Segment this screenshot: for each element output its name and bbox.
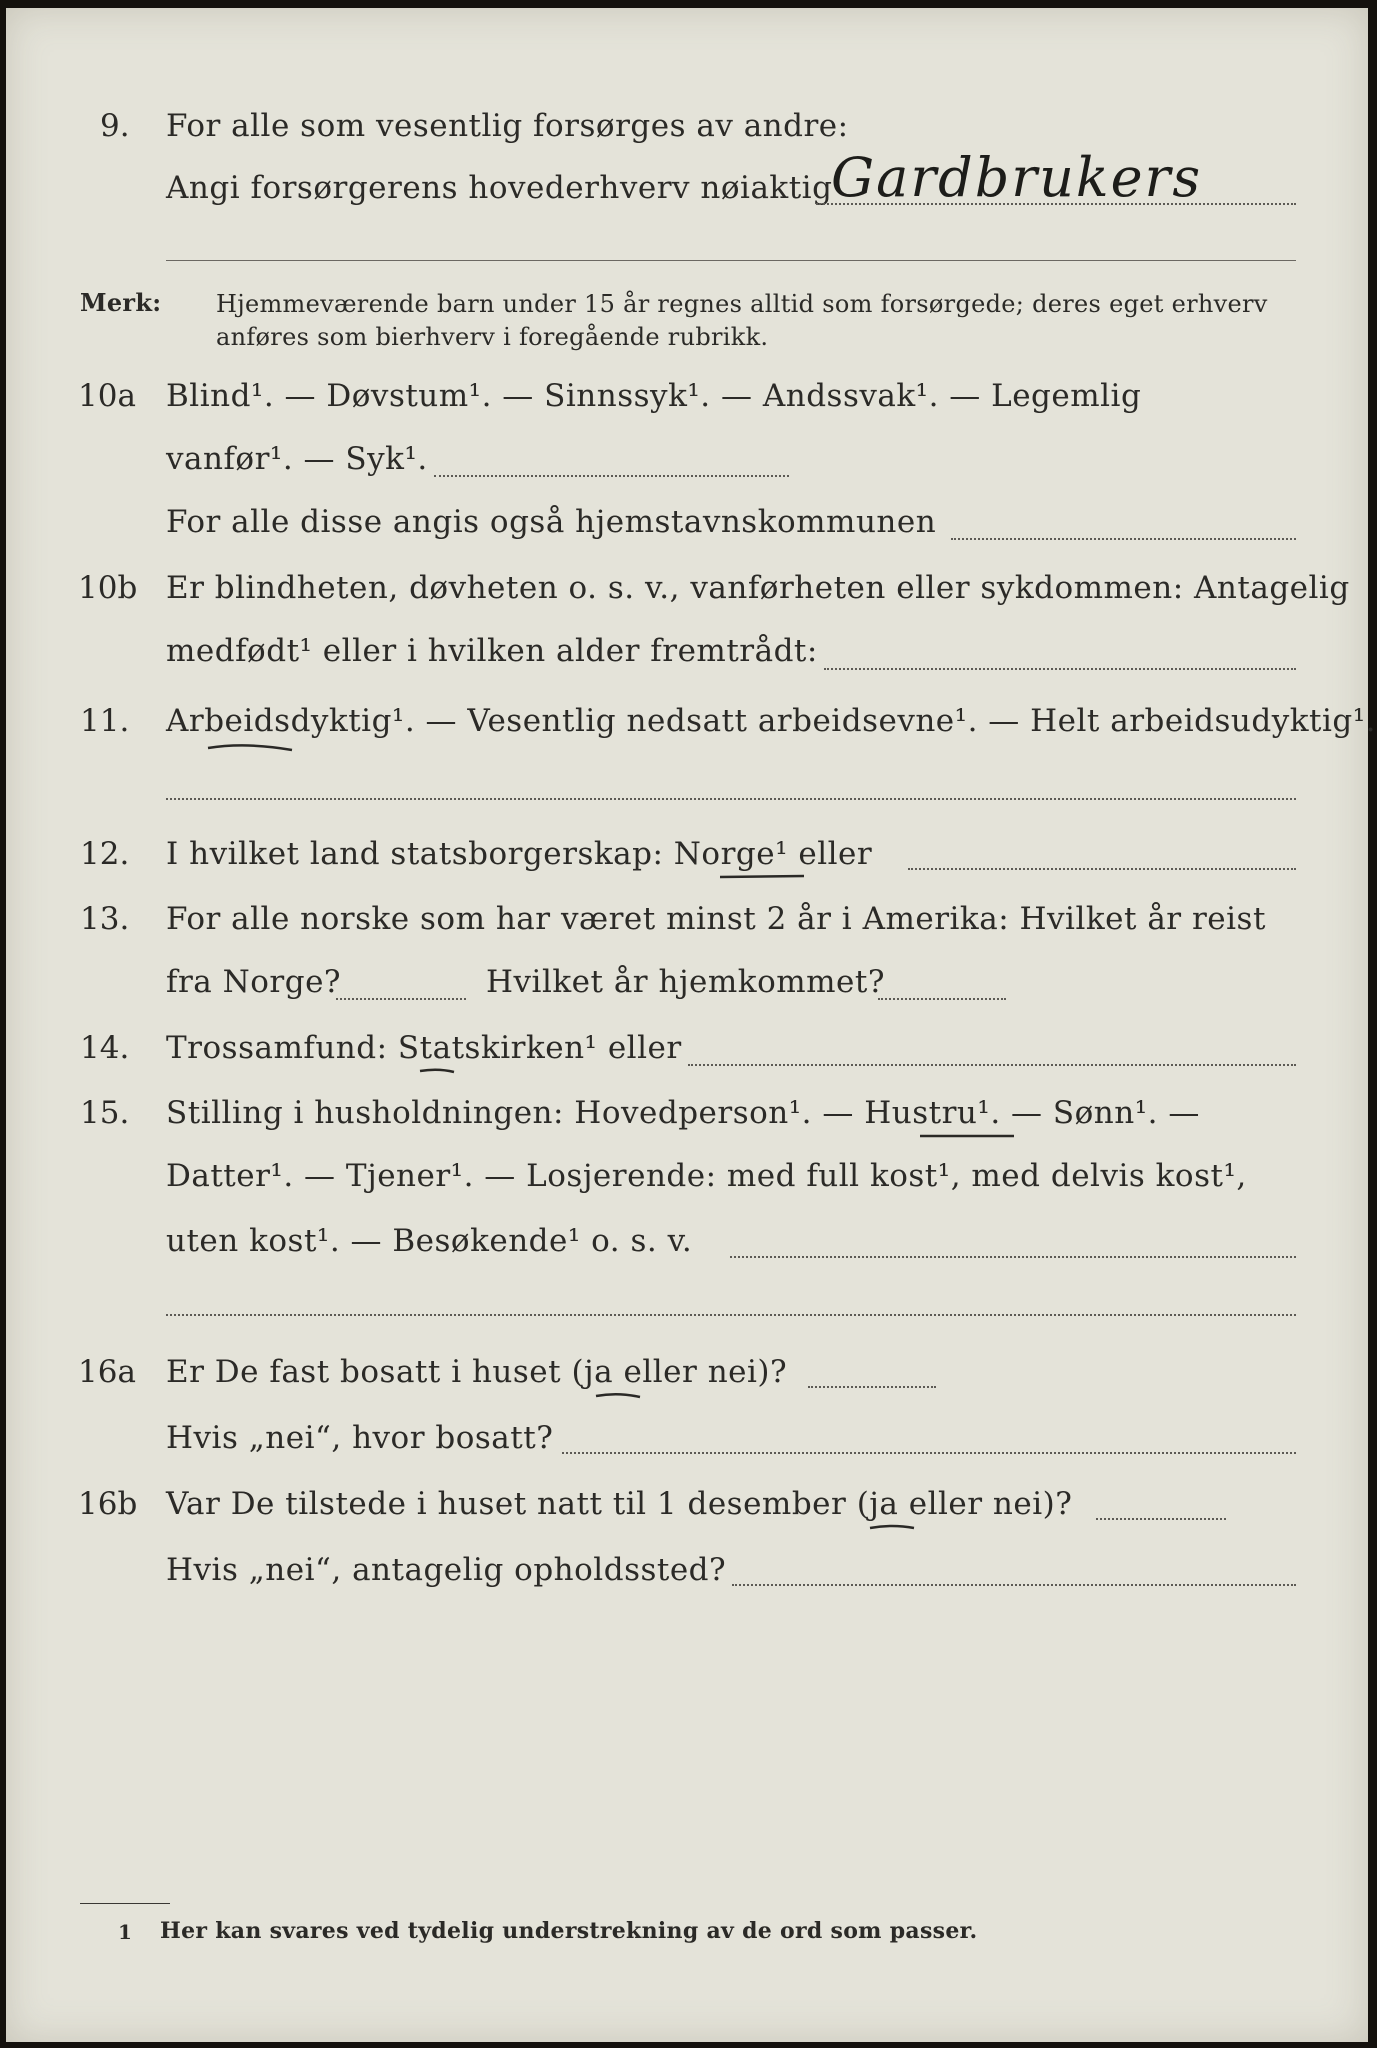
q11-line1: Arbeidsdyktig¹. — Vesentlig nedsatt arbeidsevne¹. — Helt arbeidsudyktig¹. (166, 703, 1377, 739)
merk-line2: anføres som bierhverv i foregående rubrikk. (216, 323, 769, 351)
q16b-opholdssted-line (732, 1584, 1296, 1586)
q10a-line3: For alle disse angis også hjemstavnskommunen (166, 504, 937, 540)
q10a-hjemstavn-line (951, 538, 1296, 540)
q10b-line1: Er blindheten, døvheten o. s. v., vanførheten eller sykdommen: Antagelig (166, 570, 1350, 606)
q15-underline-mark (918, 1131, 1018, 1141)
q11-number: 11. (80, 703, 130, 739)
q9-handwritten-answer: Gardbrukers (831, 146, 1203, 209)
q16a-bosatt-line (562, 1452, 1296, 1454)
q12-line1: I hvilket land statsborgerskap: Norge¹ eller (166, 836, 873, 872)
q14-line1: Trossamfund: Statskirken¹ eller (166, 1030, 682, 1066)
q13-line1: For alle norske som har været minst 2 år i Amerika: Hvilket år reist (166, 901, 1266, 937)
q15-line3: uten kost¹. — Besøkende¹ o. s. v. (166, 1223, 693, 1259)
q16a-line1: Er De fast bosatt i huset (ja eller nei)? (166, 1354, 788, 1390)
q11-underline-mark (206, 740, 296, 754)
q13-line2a: fra Norge? (166, 964, 342, 1000)
q9-answer-line-2 (166, 260, 1296, 261)
q9-line1: For alle som vesentlig forsørges av andre: (166, 108, 849, 144)
q10a-line1: Blind¹. — Døvstum¹. — Sinnssyk¹. — Andssvak¹. — Legemlig (166, 378, 1142, 414)
q16a-number: 16a (78, 1354, 136, 1390)
footnote-mark: 1 (118, 1920, 133, 1944)
q11-answer-line (166, 798, 1296, 800)
q13-hjemkommet-line (878, 998, 1006, 1000)
q16a-underline-mark (594, 1390, 644, 1402)
footnote-text: Her kan svares ved tydelig understrekning av de ord som passer. (160, 1918, 978, 1944)
q16a-line2: Hvis „nei“, hvor bosatt? (166, 1420, 554, 1456)
q15-number: 15. (80, 1095, 130, 1131)
census-form-page (6, 8, 1377, 2042)
q9-number: 9. (100, 108, 130, 144)
q9-line2: Angi forsørgerens hovederhverv nøiaktig (166, 170, 833, 206)
q13-line2b: Hvilket år hjemkommet? (486, 964, 885, 1000)
q10a-answer-line (434, 475, 789, 477)
q10a-number: 10a (78, 378, 136, 414)
q15-answer-line (730, 1256, 1296, 1258)
q10b-line2: medfødt¹ eller i hvilken alder fremtrådt: (166, 633, 818, 669)
q16b-answer-line (1096, 1518, 1226, 1520)
q14-number: 14. (80, 1030, 130, 1066)
q12-answer-line (908, 868, 1296, 870)
q10b-number: 10b (78, 570, 138, 606)
q16a-answer-line (808, 1386, 936, 1388)
merk-label: Merk: (80, 288, 162, 317)
q14-answer-line (688, 1064, 1296, 1066)
q15-answer-line-2 (166, 1314, 1296, 1316)
q15-line1: Stilling i husholdningen: Hovedperson¹. — Hustru¹. — Sønn¹. — (166, 1095, 1200, 1131)
q16b-underline-mark (868, 1522, 918, 1534)
q10a-line2: vanfør¹. — Syk¹. (166, 441, 428, 477)
q12-number: 12. (80, 836, 130, 872)
footnote-rule (80, 1903, 170, 1904)
q16b-line2: Hvis „nei“, antagelig opholdssted? (166, 1552, 727, 1588)
q16b-line1: Var De tilstede i huset natt til 1 desember (ja eller nei)? (166, 1486, 1073, 1522)
q13-reist-line (336, 998, 466, 1000)
q13-number: 13. (80, 901, 130, 937)
q16b-number: 16b (78, 1486, 138, 1522)
q14-underline-mark (418, 1066, 458, 1076)
q12-underline-mark (718, 872, 808, 882)
merk-line1: Hjemmeværende barn under 15 år regnes alltid som forsørgede; deres eget erhverv (216, 290, 1268, 318)
q15-line2: Datter¹. — Tjener¹. — Losjerende: med full kost¹, med delvis kost¹, (166, 1158, 1247, 1194)
q10b-answer-line (824, 668, 1296, 670)
